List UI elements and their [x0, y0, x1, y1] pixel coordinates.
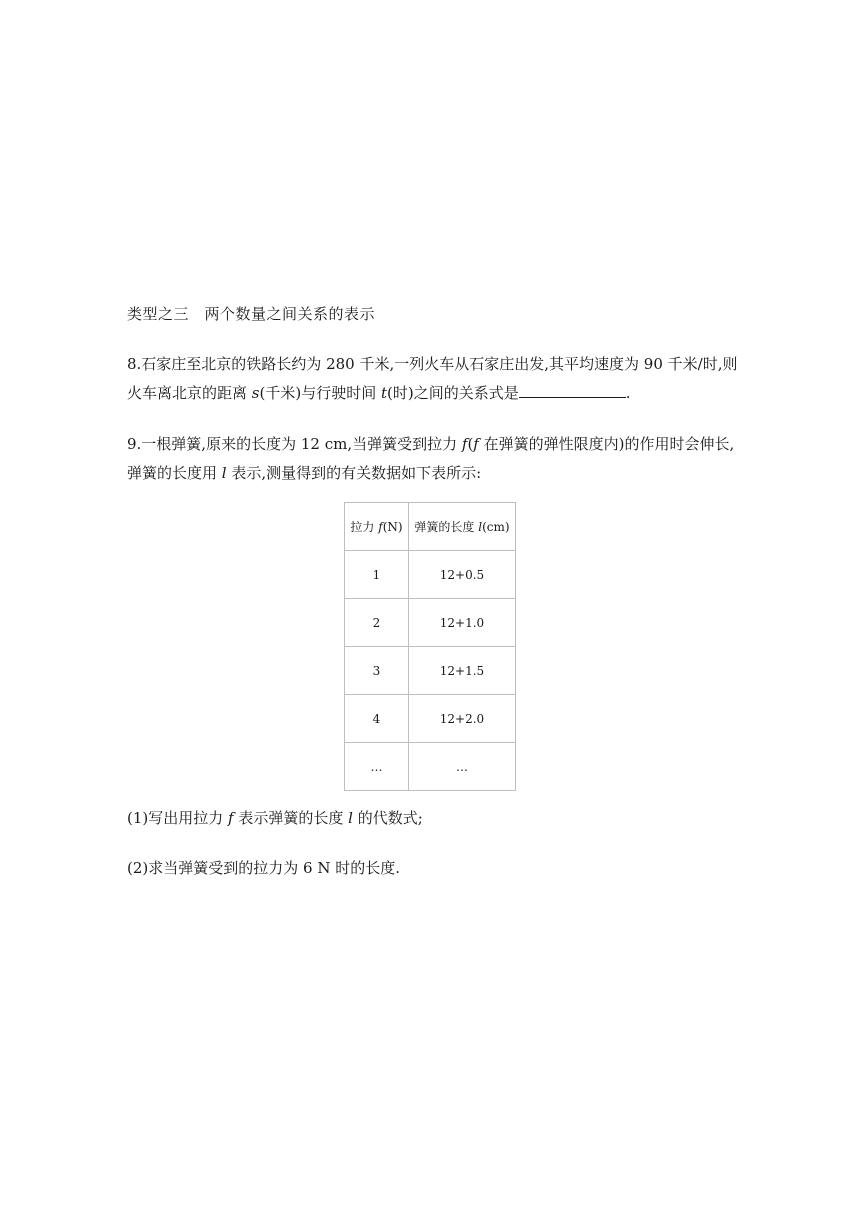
q9-var-f1: f: [461, 435, 468, 453]
q9-text-d: 表示,测量得到的有关数据如下表所示:: [226, 464, 482, 482]
question-9: [127, 430, 739, 488]
q9-text-a: 9.一根弹簧,原来的长度为 12 cm,当弹簧受到拉力: [127, 435, 462, 453]
cell-force: …: [345, 743, 409, 791]
cell-force: 1: [345, 551, 409, 599]
cell-length: 12+1.0: [409, 599, 516, 647]
cell-length: …: [409, 743, 516, 791]
q8-text-a: 8.石家庄至北京的铁路长约为 280 千米,一列火车从石家庄出发,其平均速度为 90 千米/时,则火车离北京的距离: [127, 355, 738, 402]
answer-blank: [519, 382, 626, 398]
q8-text-end: .: [625, 384, 631, 402]
q8-text-b: (千米)与行驶时间: [259, 384, 381, 402]
cell-length: 12+0.5: [409, 551, 516, 599]
question-9-part-2: (2)求当弹簧受到的拉力为 6 N 时的长度.: [127, 859, 400, 877]
cell-length: 12+1.5: [409, 647, 516, 695]
cell-force: 4: [345, 695, 409, 743]
table-row: [345, 551, 516, 599]
cell-force: 3: [345, 647, 409, 695]
cell-length: 12+2.0: [409, 695, 516, 743]
q9-text-c: 在弹簧的弹性限度内)的作用时会伸长,弹簧的长度用: [127, 435, 735, 482]
cell-force: 2: [345, 599, 409, 647]
table-row: [345, 695, 516, 743]
q9-var-f2: f: [473, 435, 479, 453]
q9-text-b: (: [467, 435, 474, 453]
table-row: [345, 647, 516, 695]
table-header-row: [345, 503, 516, 551]
table-row: [345, 599, 516, 647]
header-force: 拉力 f(N): [345, 503, 409, 551]
spring-data-table: [344, 502, 516, 791]
header-length: 弹簧的长度 l(cm): [409, 503, 516, 551]
section-title: 类型之三 两个数量之间关系的表示: [127, 305, 376, 323]
question-9-part-1: (1)写出用拉力 f 表示弹簧的长度 l 的代数式;: [127, 809, 423, 827]
q8-var-s: s: [251, 384, 260, 402]
question-8: [127, 350, 739, 408]
q8-var-t: t: [380, 384, 387, 402]
q8-text-c: (时)之间的关系式是: [387, 384, 519, 402]
q9-var-l: l: [221, 464, 227, 482]
table-row: [345, 743, 516, 791]
